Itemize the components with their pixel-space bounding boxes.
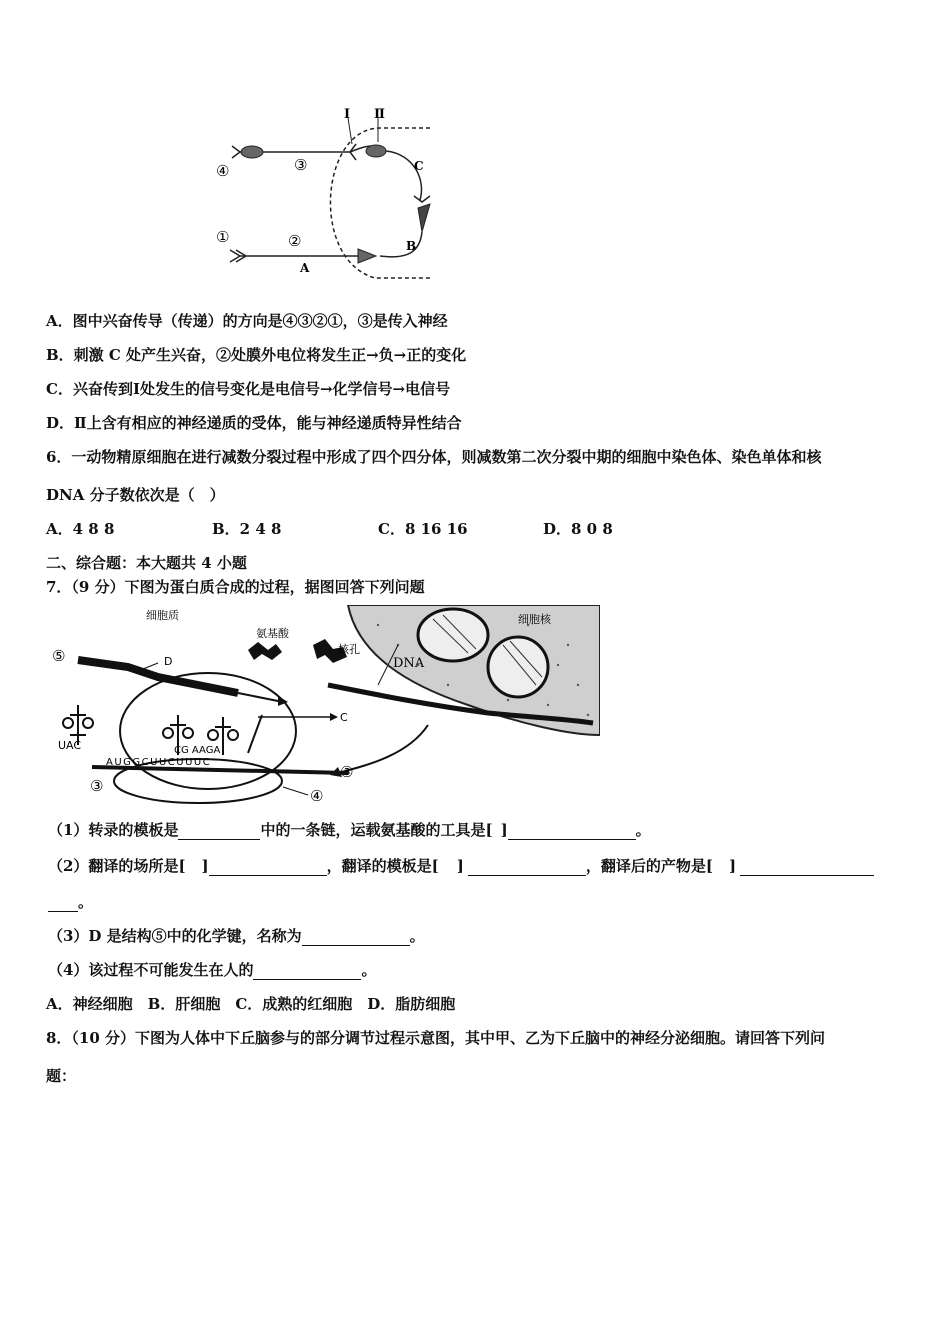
q7-p1-b: 中的一条链，运载氨基酸的工具是[: [260, 821, 493, 839]
q7-options: A．神经细胞 B．肝细胞 C．成熟的红细胞 D．脂肪细胞: [46, 995, 456, 1013]
label-pore: 核孔: [338, 643, 360, 656]
q7-p2-a: （2）翻译的场所是[: [48, 857, 186, 875]
label-mrna-sequence: AUGGCUUCUUUC: [106, 757, 212, 768]
answer-blank-7[interactable]: [253, 963, 361, 980]
q7-p3-a: （3）D 是结构⑤中的化学键，名称为: [48, 927, 302, 945]
q7-p4-a: （4）该过程不可能发生在人的: [48, 961, 254, 979]
label-uac: UAC: [58, 739, 82, 752]
label-amino-acid: 氨基酸: [256, 627, 289, 640]
q5-option-c: C．兴奋传到Ⅰ处发生的信号变化是电信号→化学信号→电信号: [46, 380, 451, 398]
label-C: C: [340, 711, 348, 724]
label-nucleus: 细胞核: [518, 613, 551, 626]
q7-p2-f: ]: [728, 857, 737, 875]
answer-blank-3[interactable]: [209, 859, 327, 876]
answer-blank-4[interactable]: [468, 859, 586, 876]
label-II: Ⅱ: [374, 107, 385, 122]
q6-stem-line1: 6．一动物精原细胞在进行减数分裂过程中形成了四个四分体，则减数第二次分裂中期的细胞中染色体、染色单体和核: [46, 448, 822, 466]
label-cgaaga: CG AAGA: [174, 745, 221, 756]
q7-part-3: [48, 926, 425, 946]
q8-stem-line1: 8．（10 分）下图为人体中下丘脑参与的部分调节过程示意图，其中甲、乙为下丘脑中的神经分泌细胞。请回答下列问: [46, 1029, 826, 1047]
label-3: ③: [294, 156, 308, 174]
q6-stem-line2: DNA 分子数依次是（ ）: [46, 486, 225, 504]
label-1: ①: [216, 228, 230, 246]
label-C: C: [414, 159, 424, 173]
protein-synthesis-figure: [48, 605, 600, 805]
q7-part-4: [48, 960, 376, 980]
answer-blank-5-cont[interactable]: [48, 895, 78, 912]
q7-part-2: [48, 856, 874, 876]
answer-blank-1[interactable]: [178, 823, 260, 840]
label-2: ②: [288, 232, 302, 250]
label-3-right: ③: [340, 763, 354, 781]
q6-option-c: C．8 16 16: [378, 520, 468, 538]
q7-stem: 7．（9 分）下图为蛋白质合成的过程，据图回答下列问题: [46, 578, 425, 596]
q7-p2-c: ，翻译的模板是[: [326, 857, 439, 875]
q6-option-a: A．4 8 8: [46, 520, 115, 538]
label-3-left: ③: [90, 777, 104, 795]
q7-p1-a: （1）转录的模板是: [48, 821, 179, 839]
label-4: ④: [216, 162, 230, 180]
label-I: I: [344, 107, 351, 122]
q7-p3-b: 。: [409, 927, 425, 945]
q7-part-2-cont: [48, 892, 93, 912]
q8-stem-line2: 题：: [46, 1067, 77, 1085]
label-A: A: [300, 261, 310, 275]
q5-option-b: B．刺激 C 处产生兴奋，②处膜外电位将发生正→负→正的变化: [46, 346, 467, 364]
q7-p2-e: ，翻译后的产物是[: [585, 857, 713, 875]
q7-p1-c: ]: [500, 821, 508, 839]
q6-option-d: D．8 0 8: [543, 520, 613, 538]
q5-option-d: D．Ⅱ上含有相应的神经递质的受体，能与神经递质特异性结合: [46, 414, 462, 432]
label-5: ⑤: [52, 647, 66, 665]
q5-option-a: A．图中兴奋传导（传递）的方向是④③②①，③是传入神经: [46, 312, 448, 330]
q6-option-b: B．2 4 8: [212, 520, 282, 538]
q7-part-1: [48, 820, 651, 840]
section-2-title: 二、综合题：本大题共 4 小题: [46, 554, 247, 572]
answer-blank-2[interactable]: [508, 823, 636, 840]
label-cytoplasm: 细胞质: [146, 609, 179, 622]
q7-p1-d: 。: [635, 821, 651, 839]
q7-p4-b: 。: [361, 961, 377, 979]
q7-p2-d: ]: [456, 857, 464, 875]
label-4: ④: [310, 787, 324, 805]
reflex-arc-figure: [200, 100, 480, 290]
q7-p2-g: 。: [78, 893, 94, 911]
label-dna: DNA: [393, 656, 425, 671]
label-B: B: [406, 239, 417, 253]
answer-blank-6[interactable]: [302, 929, 410, 946]
q7-p2-b: ]: [201, 857, 209, 875]
answer-blank-5[interactable]: [740, 859, 874, 876]
label-D: D: [164, 655, 173, 668]
